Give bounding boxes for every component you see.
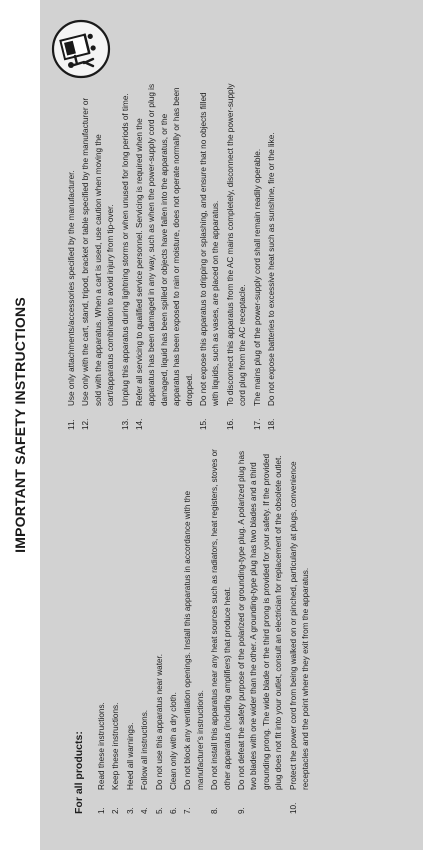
list-item — [266, 82, 278, 430]
item-number: 4. — [140, 807, 150, 814]
item-text: The mains plug of the power-supply cord shall remain readily operable. — [252, 148, 262, 406]
item-number: 12. — [81, 418, 91, 430]
item-text: Do not expose batteries to excessive heat such as sunshine, fire or the like. — [267, 132, 277, 406]
item-text: Unplug this apparatus during lightning storms or when unused for long periods of time. — [120, 93, 130, 406]
products-title: For all products: — [73, 731, 85, 814]
item-text: Keep these instructions. — [111, 702, 121, 790]
item-number: 11. — [67, 419, 76, 430]
item-number: 2. — [111, 807, 121, 814]
item-number: 16. — [225, 418, 235, 430]
cart-tip-over-warning-icon — [50, 18, 112, 80]
instructions-content — [40, 0, 423, 850]
item-number: 9. — [237, 807, 247, 814]
list-item — [80, 82, 117, 430]
list-item — [225, 82, 250, 430]
item-text: Do not defeat the safety purpose of the polarized or grounding-type plug. A polarized plug has two blades with one wider than the other. A grounding-type plug has two blades and a third grounding prong. The wide blade or the third prong is provided for your safety. If the provided plug does not fit into your outlet, consult an electrician for replacement of the obsolete outlet. — [237, 450, 284, 790]
list-item — [66, 82, 78, 430]
right-column — [66, 82, 281, 430]
list-item — [125, 444, 137, 814]
item-text: Clean only with a dry cloth. — [169, 692, 179, 790]
item-number: 3. — [125, 807, 135, 814]
heading-strip — [0, 0, 40, 850]
list-item — [134, 82, 196, 430]
item-text: Use only with the cart, stand, tripod, bracket or table specified by the manufacturer or sold with the apparatus. When a cart is used, use caution when moving the cart/apparatus combination to avoid injury from tip-over. — [81, 97, 116, 406]
item-text: Use only attachments/accessories specified by the manufacturer. — [67, 170, 76, 406]
left-instruction-list — [96, 444, 313, 814]
item-text: Do not block any ventilation openings. Install this apparatus in accordance with the manufacturer's instructions. — [183, 490, 205, 790]
list-item — [139, 444, 151, 814]
item-number: 6. — [169, 807, 179, 814]
item-number: 5. — [154, 807, 164, 814]
list-item — [288, 444, 313, 814]
item-text: Refer all servicing to qualified service personnel. Servicing is required when the apparatus has been damaged in any way, such as when the power-supply cord or plug is damaged, liquid has been spilled or objects have fallen into the apparatus, or the apparatus has been exposed to rain or moisture, does not operate normally or has been dropped. — [135, 83, 194, 406]
item-number: 15. — [199, 418, 209, 430]
item-number: 10. — [288, 802, 298, 814]
item-number: 13. — [120, 418, 130, 430]
list-item — [236, 444, 286, 814]
item-text: Protect the power cord from being walked on or pinched, particularly at plugs, convenience receptacles and the point where they exit from the apparatus. — [288, 461, 311, 790]
list-item — [154, 444, 166, 814]
item-text: Do not expose this apparatus to dripping or splashing, and ensure that no objects filled with liquids, such as vases, are placed on the apparatus. — [199, 92, 221, 406]
list-item — [120, 82, 132, 430]
item-text: Do not install this apparatus near any heat sources such as radiators, heat registers, stoves or other apparatus (including amplifiers) that produce heat. — [210, 449, 232, 790]
item-text: Follow all instructions. — [140, 709, 150, 790]
item-number: 14. — [135, 418, 145, 430]
item-text: Read these instructions. — [97, 702, 106, 790]
item-number: 18. — [267, 418, 277, 430]
list-item — [96, 444, 108, 814]
list-item — [198, 82, 223, 430]
item-number: 17. — [252, 418, 262, 430]
left-column — [66, 444, 315, 814]
right-instruction-list — [66, 82, 279, 430]
page-title: IMPORTANT SAFETY INSTRUCTIONS — [12, 297, 28, 553]
item-number: 8. — [210, 807, 220, 814]
instructions-panel — [40, 0, 423, 850]
item-number: 1. — [97, 807, 106, 814]
list-item — [168, 444, 180, 814]
item-text: Do not use this apparatus near water. — [154, 653, 164, 790]
list-item — [182, 444, 207, 814]
item-number: 7. — [183, 807, 193, 814]
item-text: To disconnect this apparatus from the AC mains completely, disconnect the power-supply cord plug from the AC receptacle. — [225, 83, 248, 406]
list-item — [110, 444, 122, 814]
list-item — [209, 444, 234, 814]
item-text: Heed all warnings. — [125, 722, 135, 790]
list-item — [252, 82, 264, 430]
